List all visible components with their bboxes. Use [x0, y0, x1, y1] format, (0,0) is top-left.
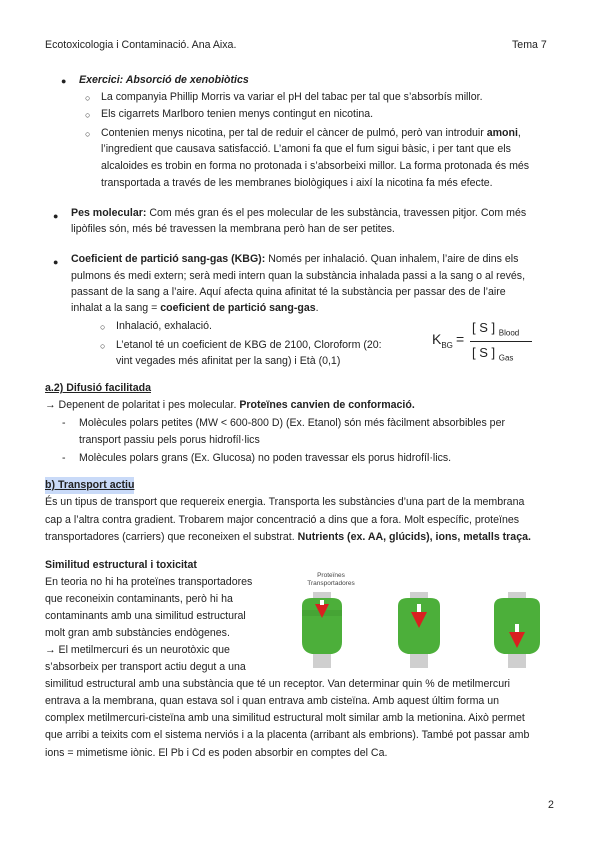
formula-numerator: [ S ] $_{Blood}$ — [472, 320, 520, 338]
section-b-title: b) Transport actiu — [45, 477, 134, 494]
page-number: 2 — [548, 799, 554, 811]
transport-proteins-figure — [282, 570, 557, 672]
sim-line: contaminants amb una similitud estructural — [45, 610, 246, 622]
bullet-circle: ○ — [100, 322, 106, 332]
kbg-sub-2-line-2: vint vegades més afinitat per la sang) i Età (0,1) — [116, 355, 341, 367]
sim-line: s’absorbeix per transport actiu degut a una — [45, 661, 246, 673]
kbg-line-2: pulmons és medi extern; serà medi intern quan la substància inhalada passi a la sang o al revés, — [71, 270, 526, 282]
sim-line: molt gran amb substàncies endògenes. — [45, 627, 230, 639]
formula-k: $K_{BG}$ — [432, 331, 453, 350]
exercici-item-1: La companyia Phillip Morris va variar el pH del tabac per tal que s’absorbís millor. — [101, 91, 483, 103]
sim-line: En teoria no hi ha proteïnes transportadores — [45, 576, 253, 588]
bullet-circle: ○ — [85, 93, 91, 103]
sim-full-line: entrava a la membrana, quan estava sol i quan entrava amb cisteïna. Amb aquest últim forma un — [45, 695, 500, 707]
a2-item-2: Molècules polars grans (Ex. Glucosa) no poden travessar els porus hidrofíl·lics. — [79, 452, 452, 464]
pes-line-2: lipòfiles són, més bé travessen la membrana però han de ser petites. — [71, 223, 395, 235]
pes-line-1: Pes molecular: Com més gran és el pes molecular de les substància, travessen pitjor. Com més — [71, 207, 527, 219]
formula-denominator: [ S ] $_{Gas}$ — [472, 345, 514, 363]
a2-item-1-line-1: Molècules polars petites (MW < 600-800 D) (Ex. Etanol) són més fàcilment absorbibles per — [79, 417, 505, 429]
bullet-circle: ○ — [100, 341, 106, 351]
formula-equals: = — [456, 331, 465, 347]
bullet-dot: ● — [61, 76, 67, 86]
sim-title: Similitud estructural i toxicitat — [45, 559, 197, 571]
formula-fraction-line — [470, 341, 532, 342]
a2-intro: → Depenent de polaritat i pes molecular. Proteïnes canvien de conformació. — [45, 399, 415, 411]
protein-stage-1 — [302, 592, 342, 668]
exercici-item-3-line-4: transportada a través de les membranes biològiques i així la nicotina fa més efecte. — [101, 177, 493, 189]
b-line-2: cap a l’altra contra gradient. Trobarem major concentració a dins que a fora. Molt específic, proteïnes — [45, 514, 520, 526]
exercici-title: Exercici: Absorció de xenobiòtics — [79, 74, 249, 86]
protein-stage-2 — [398, 592, 440, 668]
kbg-line-4: inhalat a la sang = coeficient de partició sang-gas. — [71, 302, 319, 314]
bullet-dot: ● — [53, 211, 59, 221]
exercici-item-3-line-3: alcaloides es trobin en forma no protonada i s’absorbeixi millor. La forma protonada és més — [101, 160, 530, 172]
kbg-line-1: Coeficient de partició sang-gas (KBG): Només per inhalació. Quan inhalem, l’aire de dins els — [71, 253, 519, 265]
sim-line: que reconeixin contaminants, però hi ha — [45, 593, 233, 605]
kbg-sub-1: Inhalació, exhalació. — [116, 320, 212, 332]
bullet-circle: ○ — [85, 110, 91, 120]
sim-full-line: similitud estructural amb una substància que té un receptor. Van determinar quin % de metilmercuri — [45, 678, 510, 690]
sim-full-line: ions = mimetisme iònic. El Pb i Cd es poden absorbir en comptes del Ca. — [45, 747, 388, 759]
header-title: Ecotoxicologia i Contaminació. Ana Aixa. — [45, 39, 237, 51]
exercici-item-3-line-1: Contenien menys nicotina, per tal de reduir el càncer de pulmó, però van introduir amoni, — [101, 127, 521, 139]
dash: - — [62, 452, 66, 464]
protein-stage-3 — [494, 592, 540, 668]
sim-full-line: complex metilmercuri-cisteïna amb una similitud estructural molt similar amb la metionina. Això permet — [45, 712, 525, 724]
b-line-1: És un tipus de transport que requereix energia. Transporta les substàncies d’una part de la membrana — [45, 496, 525, 508]
bullet-circle: ○ — [85, 129, 91, 139]
exercici-item-3-line-2: l’ingredient que causava satisfacció. L’amoni fa que el fum sigui bàsic, i per tant que els — [101, 143, 511, 155]
kbg-sub-2-line-1: L’etanol té un coeficient de KBG de 2100, Cloroform (20: — [116, 339, 382, 351]
section-a2-title: a.2) Difusió facilitada — [45, 382, 151, 394]
figure-label: Proteïnes Transportadores — [307, 572, 355, 587]
exercici-item-2: Els cigarrets Marlboro tenien menys contingut en nicotina. — [101, 108, 374, 120]
sim-line: → El metilmercuri és un neurotòxic que — [45, 644, 230, 656]
sim-full-line: que arribi a teixits com el sistema nerviós i a la placenta (arribant als embrions). També pot passar amb — [45, 729, 530, 741]
dash: - — [62, 417, 66, 429]
a2-item-1-line-2: transport passiu pels porus hidrofíl·lics — [79, 434, 260, 446]
bullet-dot: ● — [53, 257, 59, 267]
kbg-line-3: passant de la sang a l’aire. Aquí afecta quina afinitat té la substància per passar des de l’aire — [71, 286, 506, 298]
header-chapter: Tema 7 — [512, 39, 547, 51]
b-line-3: transportadores (carriers) que reconeixen el substrat. Nutrients (ex. AA, glúcids), ions, metalls traça. — [45, 531, 531, 543]
